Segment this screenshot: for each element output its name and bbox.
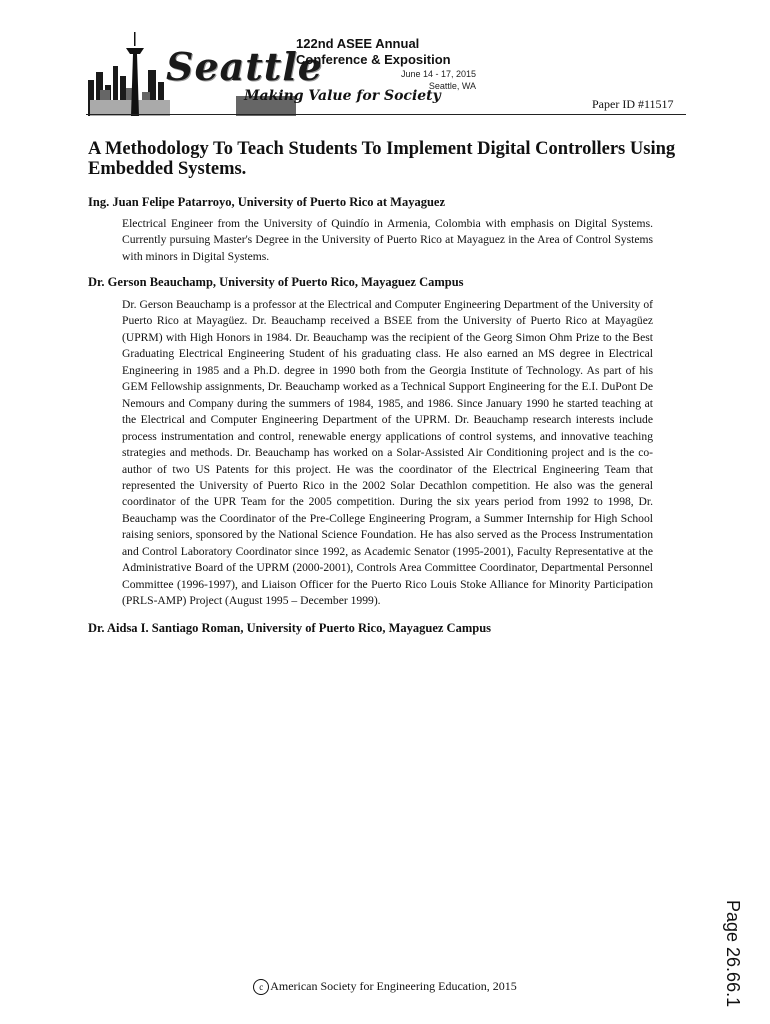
author-name: Ing. Juan Felipe Patarroyo, University of Puerto Rico at Mayaguez [88,195,446,209]
page-number: Page 26.66.1 [723,900,743,1008]
copyright-icon: c [253,979,269,995]
conference-location: Seattle, WA [428,81,476,91]
conference-info [296,36,476,92]
logo-tagline: Making Value for Society [244,88,441,104]
author-bio: Electrical Engineer from the University of Quindío in Armenia, Colombia with emphasis on Digital Systems. Currently pursuing Master's Degree in the University of Puerto Rico at Mayaguez in the Area of Control Systems with minors in Digital Systems. [122,217,653,263]
author-bio: Dr. Gerson Beauchamp is a professor at the Electrical and Computer Engineering Department of the University of Puerto Rico at Mayagüez. Dr. Beauchamp received a BSEE from the University of Puerto Rico at Mayagüez (UPRM) with High Honors in 1984. Dr. Beauchamp was the recipient of the Georg Simon Ohm Prize to the Best Graduating Electrical Engineering Student of his graduating class. He also earned an MS degree in Electrical Engineering in 1985 and a Ph.D. degree in 1990 both from the Georgia Institute of Technology. As part of his GEM Fellowship assignments, Dr. Beauchamp worked as a Technical Support Engineering for the E.I. DuPont De Nemours and Company during the summers of 1984, 1985, and 1986. Since January 1990 he started teaching at the Electrical and Computer Engineering Department of the UPRM. Dr. Beauchamp research interests include process instrumentation and control, renewable energy applications of control systems, and innovative teaching strategies and methods. Dr. Beauchamp has worked on a Solar-Assisted Air Conditioning project and is the co-author of two US Patents for this project. He was the coordinator of the Electrical Engineering Team that represented the University of Puerto Rico in the 2002 Solar Decathlon competition. He also was the general coordinator of the UPR Team for the 2005 competition. During the six years period from 1992 to 1998, Dr. Beauchamp was the Coordinator of the Pre-College Engineering Program, a Summer Internship for High School raising seniors, sponsored by the National Science Foundation. He has also served as the Process Instrumentation and Control Laboratory Coordinator since 1992, as Academic Senator (1995-2001), Faculty Representative at the Administrative Board of the UPRM (2000-2001), Controls Area Committee Coordinator, Departmental Personnel Committee (1996-1997), and Liaison Officer for the Puerto Rico Louis Stoke Alliance for Minority Participation (PRLS-AMP) Project (August 1995 – December 1999). [122,298,653,608]
author-name: Dr. Aidsa I. Santiago Roman, University of Puerto Rico, Mayaguez Campus [88,621,492,635]
paper-title: A Methodology To Teach Students To Implement Digital Controllers Using Embedded Systems. [88,139,676,179]
paper-id: Paper ID #11517 [592,97,674,111]
conference-dates: June 14 - 17, 2015 [400,69,476,79]
conference-name: 122nd ASEE Annual [296,36,420,51]
header-divider [86,114,686,115]
copyright-footer [0,979,770,995]
copyright-text: American Society for Engineering Education, 2015 [270,979,517,993]
conference-subtitle: Conference & Exposition [296,52,451,67]
logo-wordmark: Seattle [166,44,323,89]
author-name: Dr. Gerson Beauchamp, University of Puerto Rico, Mayaguez Campus [88,275,464,289]
